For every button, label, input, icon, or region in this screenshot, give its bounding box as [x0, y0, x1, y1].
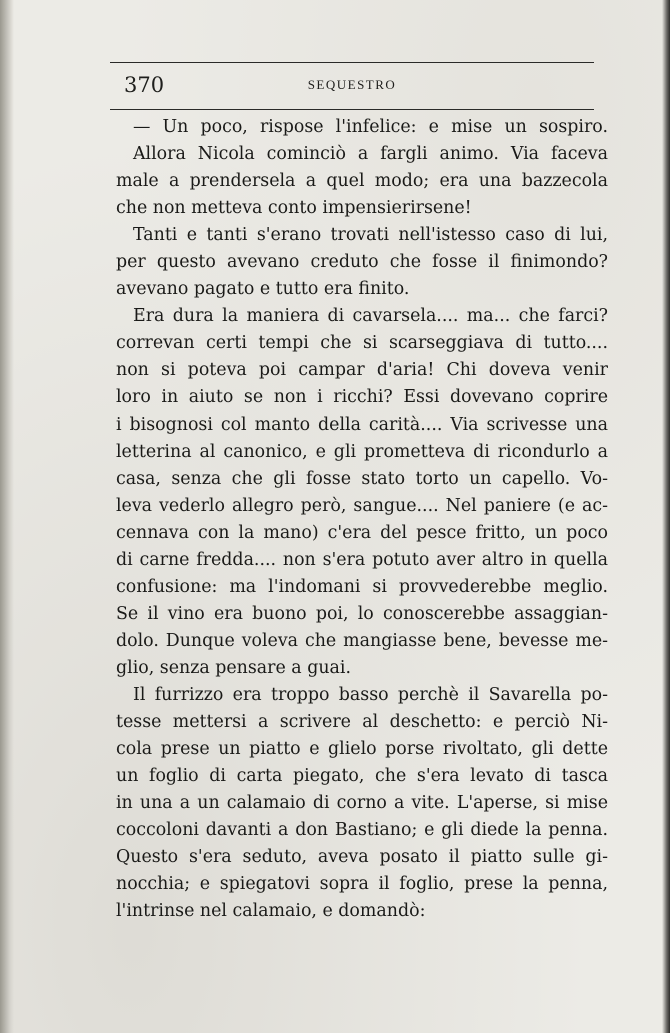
text-line: cola prese un piatto e glielo porse rivoltato, gli dette: [116, 739, 608, 760]
text-line: di carne fredda.... non s'era potuto aver altro in quella: [116, 549, 608, 570]
text-line: leva vederlo allegro però, sangue.... Nel paniere (e ac-: [116, 495, 608, 516]
text-line: correvan certi tempi che si scarseggiava di tutto....: [116, 333, 608, 354]
page-spine-shadow: [0, 0, 14, 1033]
text-line: non si poteva poi campar d'aria! Chi doveva venir: [116, 360, 608, 381]
text-line: casa, senza che gli fosse stato torto un capello. Vo-: [116, 468, 608, 489]
text-line: che non metteva conto impensierirsene!: [116, 198, 472, 219]
page-header: [110, 62, 594, 110]
text-line: Allora Nicola cominciò a fargli animo. Via faceva: [133, 144, 608, 165]
text-line: — Un poco, rispose l'infelice: e mise un sospiro.: [133, 117, 608, 137]
text-line: loro in aiuto se non i ricchi? Essi dovevano coprire: [116, 387, 608, 408]
text-line: Il furrizzo era troppo basso perchè il Savarella po-: [133, 684, 608, 705]
running-head: SEQUESTRO: [307, 77, 397, 92]
text-line: tesse mettersi a scrivere al deschetto: e perciò Ni-: [116, 712, 608, 733]
text-line: Tanti e tanti s'erano trovati nell'istesso caso di lui,: [133, 225, 608, 246]
text-line: dolo. Dunque voleva che mangiasse bene, bevesse me-: [116, 630, 608, 651]
text-line: avevano pagato e tutto era finito.: [116, 279, 410, 300]
text-line: Era dura la maniera di cavarsela.... ma... che farci?: [133, 306, 608, 327]
text-line: confusione: ma l'indomani si provvederebbe meglio.: [116, 576, 608, 597]
text-line: nocchia; e spiegatovi sopra il foglio, prese la penna,: [116, 874, 608, 895]
text-line: cennava con la mano) c'era del pesce fritto, un poco: [116, 522, 608, 543]
text-line: male a prendersela a quel modo; era una bazzecola: [116, 171, 608, 192]
text-line: i bisognosi col manto della carità.... Via scrivesse una: [116, 414, 608, 435]
text-line: glio, senza pensare a guai.: [116, 657, 351, 678]
text-line: un foglio di carta piegato, che s'era levato di tasca: [116, 766, 608, 787]
text-line: letterina al canonico, e gli prometteva di ricondurlo a: [116, 441, 608, 462]
text-line: coccoloni davanti a don Bastiano; e gli diede la penna.: [116, 820, 608, 841]
text-line: Questo s'era seduto, aveva posato il piatto sulle gi-: [116, 847, 608, 868]
text-line: Se il vino era buono poi, lo conoscerebbe assaggian-: [116, 603, 608, 624]
text-line: in una a un calamaio di corno a vite. L'aperse, si mise: [116, 793, 608, 814]
text-line: l'intrinse nel calamaio, e domandò:: [116, 901, 426, 922]
page-number: 370: [124, 73, 165, 97]
text-line: per questo avevano creduto che fosse il finimondo?: [116, 252, 608, 273]
body-text: [116, 114, 608, 925]
page-right-edge: [662, 0, 670, 1033]
